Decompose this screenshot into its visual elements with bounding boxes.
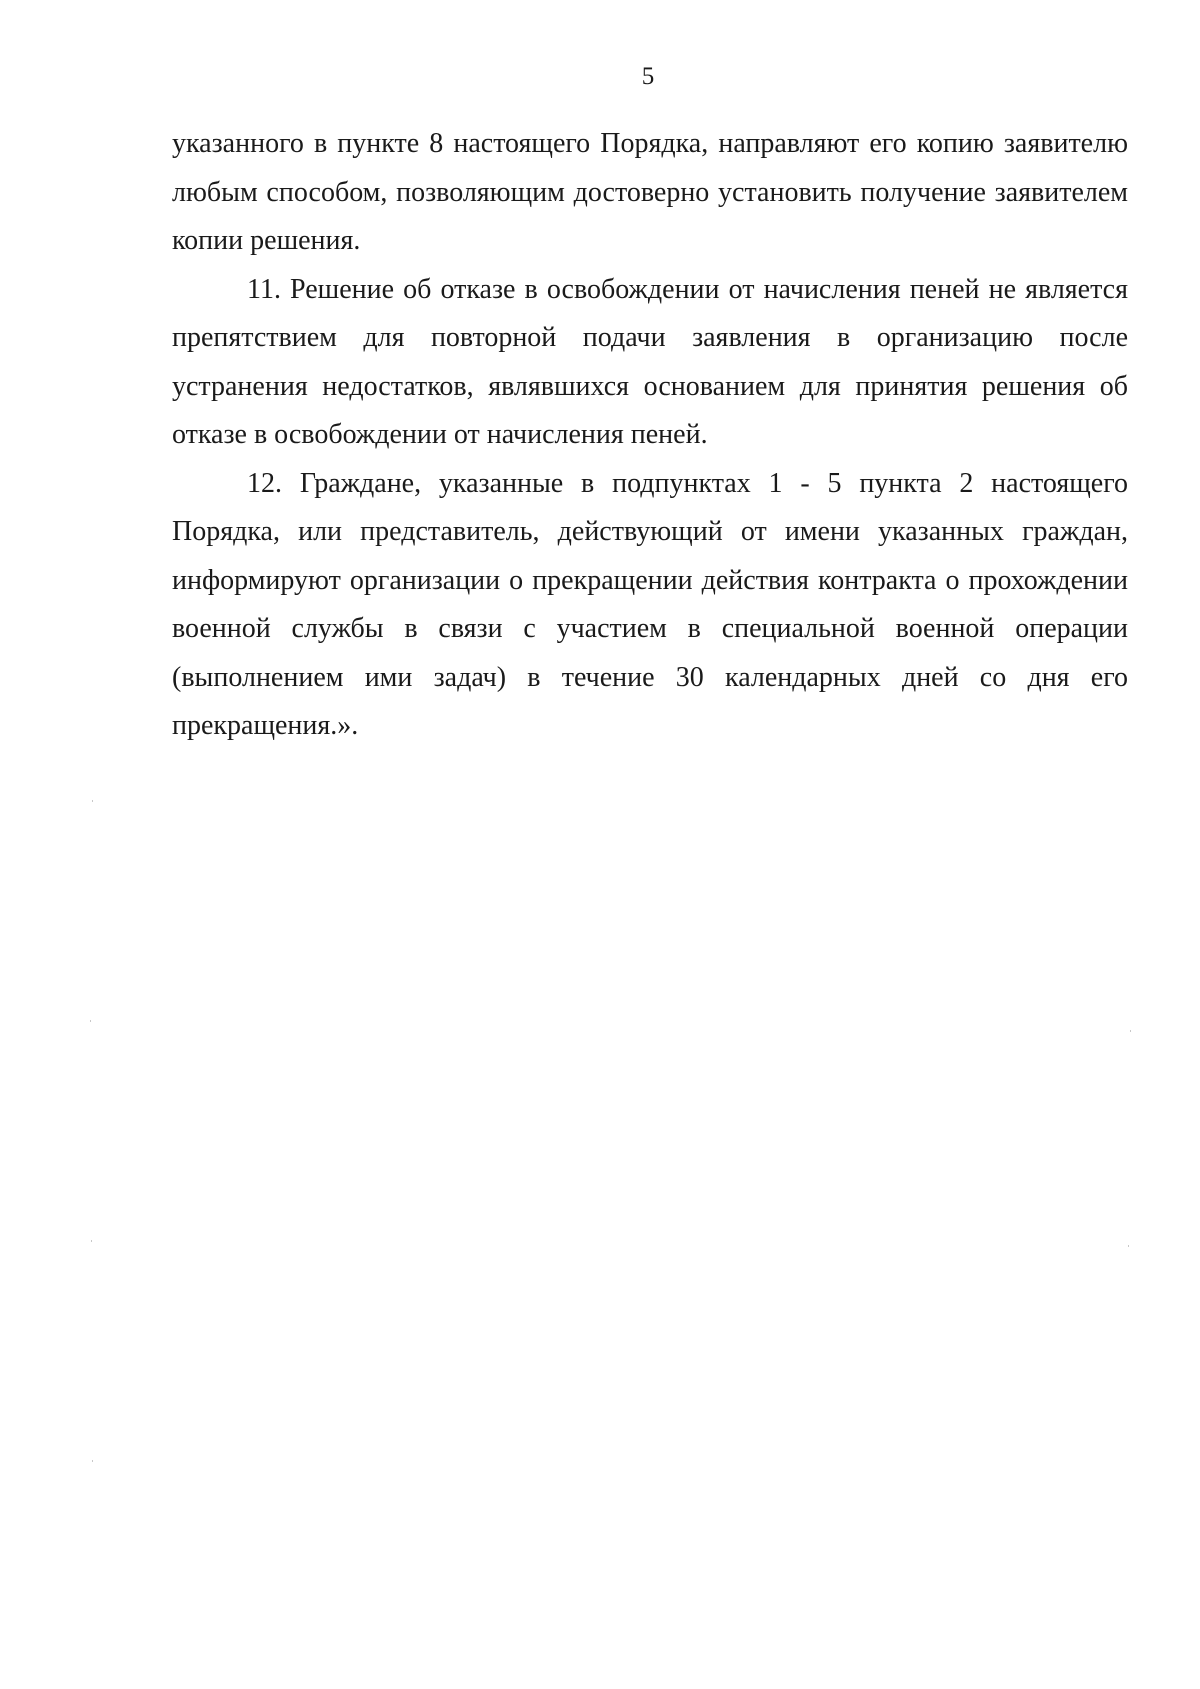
- scan-artifact: [92, 1460, 93, 1462]
- document-body: [172, 120, 1128, 751]
- scan-artifact: [1130, 1030, 1131, 1032]
- page-number: 5: [641, 63, 655, 90]
- paragraph-continuation: указанного в пункте 8 настоящего Порядка, направляют его копию заявителю любым способом, позволяющим достоверно установить получение заявителем копии решения.: [172, 128, 1128, 256]
- scan-artifact: [1128, 1245, 1129, 1247]
- scan-artifact: [90, 1020, 91, 1022]
- scan-artifact: [92, 800, 93, 802]
- paragraph-item-11: 11. Решение об отказе в освобождении от начисления пеней не является препятствием для повторной подачи заявления в организацию после устранения недостатков, являвшихся основанием для принятия решения об отказе в освобождении от начисления пеней.: [172, 273, 1128, 450]
- paragraph-item-12: 12. Граждане, указанные в подпунктах 1 - 5 пункта 2 настоящего Порядка, или представитель, действующий от имени указанных граждан, информируют организации о прекращении действия контракта о прохождении военной службы в связи с участием в специальной военной операции (выполнением ими задач) в течение 30 календарных дней со дня его прекращения.».: [172, 467, 1128, 741]
- scan-artifact: [91, 1240, 92, 1242]
